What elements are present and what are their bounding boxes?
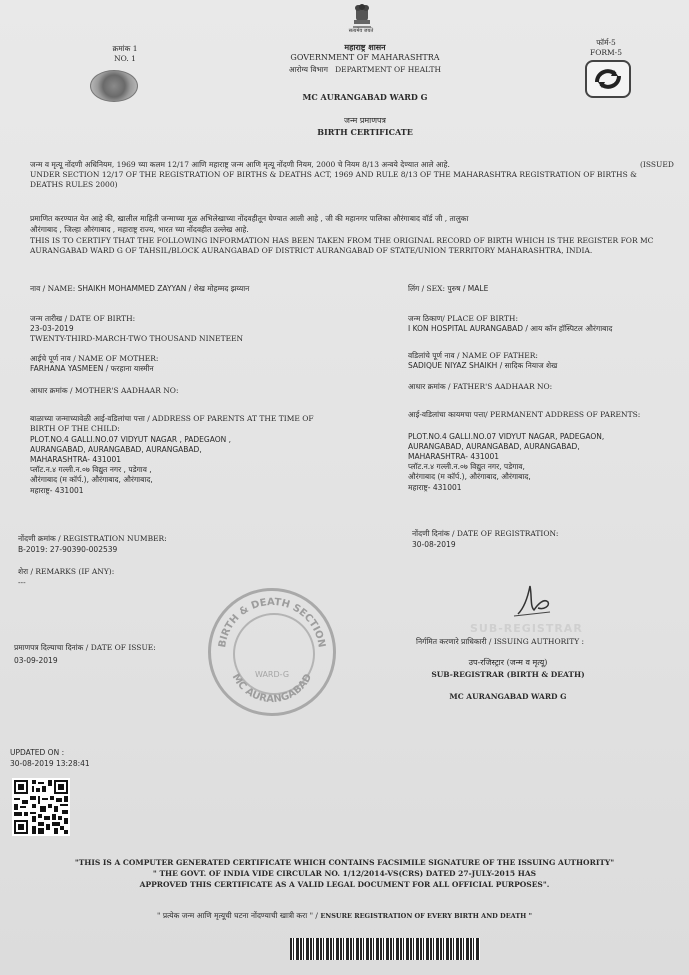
authority-faint-text: SUB-REGISTRAR	[470, 622, 583, 635]
address-permanent-line: MAHARASHTRA- 431001	[408, 452, 499, 461]
address-birth-label-1: बाळाच्या जन्माच्यावेळी आई-वडिलांचा पत्ता / ADDRESS OF PARENTS AT THE TIME OF	[30, 414, 314, 423]
address-birth-line: MAHARASHTRA- 431001	[30, 455, 121, 464]
remarks-label: शेरा / REMARKS (IF ANY):	[18, 567, 115, 576]
issued-under-en-c: DEATHS RULES 2000)	[30, 180, 118, 189]
svg-text:BIRTH & DEATH SECTION	[217, 597, 327, 648]
issued-under-mr: जन्म व मृत्यू नोंदणी अधिनियम, 1969 च्या कलम 12/17 आणि महाराष्ट्र जन्म आणि मृत्यू नोंदणी नियम, 2000 चे नियम 8/13 अन्वये देण्यात आले आहे.	[30, 160, 450, 169]
dept-en: DEPARTMENT OF HEALTH	[335, 65, 442, 74]
certify-mr-2: औरंगाबाद , जिल्हा औरंगाबाद , महाराष्ट्र राज्य, भारत च्या नोंदवहीत उल्लेख आहे.	[30, 225, 249, 234]
father-label: वडिलांचे पूर्ण नाव / NAME OF FATHER:	[408, 351, 538, 360]
signature-icon	[510, 580, 555, 620]
stamp-center-text: WARD-G	[254, 670, 290, 679]
updated-on-value: 30-08-2019 13:28:41	[10, 759, 90, 768]
pob-label: जन्म ठिकाण/ PLACE OF BIRTH:	[408, 314, 518, 323]
certify-en-1: THIS IS TO CERTIFY THAT THE FOLLOWING INFORMATION HAS BEEN TAKEN FROM THE ORIGINAL RECORD OF BIRTH WHICH IS THE REGISTER FOR MC	[30, 236, 654, 245]
registration-number-label: नोंदणी क्रमांक / REGISTRATION NUMBER:	[18, 534, 167, 543]
name-label: नाव / NAME:	[30, 284, 76, 293]
address-birth-line: औरंगाबाद (म कॉर्प.), औरंगाबाद, औरंगाबाद,	[30, 475, 153, 484]
registration-date-label: नोंदणी दिनांक / DATE OF REGISTRATION:	[412, 529, 559, 538]
number-label-mr: क्रमांक 1	[112, 44, 138, 53]
issue-date-value: 03-09-2019	[14, 656, 58, 665]
pob-value: I KON HOSPITAL AURANGABAD / आय कॉन हॉस्पिटल औरंगाबाद	[408, 324, 613, 333]
address-permanent-label: आई-वडिलांचा कायमचा पत्ता/ PERMANENT ADDRESS OF PARENTS:	[408, 410, 641, 419]
footer-line-1: "THIS IS A COMPUTER GENERATED CERTIFICATE WHICH CONTAINS FACSIMILE SIGNATURE OF THE ISSUING AUTHORITY"	[74, 858, 615, 867]
father-aadhaar-label: आधार क्रमांक / FATHER'S AADHAAR NO:	[408, 382, 553, 391]
national-emblem-icon	[345, 2, 379, 30]
number-label-en: NO. 1	[114, 54, 136, 63]
address-permanent-line: AURANGABAD, AURANGABAD, AURANGABAD,	[408, 442, 580, 451]
footer-line-4-mr: " प्रत्येक जन्म आणि मृत्यूची घटना नोंदण्याची खात्री करा " /	[157, 911, 318, 920]
authority-ward: MC AURANGABAD WARD G	[449, 692, 567, 701]
mother-aadhaar-label: आधार क्रमांक / MOTHER'S AADHAAR NO:	[30, 386, 179, 395]
father-value: SADIQUE NIYAZ SHAIKH / सादिक नियाज शेख	[408, 361, 558, 370]
form-number-en: FORM-5	[590, 48, 622, 57]
dob-value: 23-03-2019	[30, 324, 74, 333]
form-number-mr: फॉर्म-5	[596, 38, 616, 47]
emblem-caption: सत्यमेव जयते	[348, 28, 374, 34]
maharashtra-seal-icon	[90, 70, 138, 102]
issue-date-label: प्रमाणपत्र दिल्याचा दिनांक / DATE OF ISSUE:	[14, 643, 156, 652]
certificate-title-mr: जन्म प्रमाणपत्र	[344, 116, 386, 125]
sub-registrar-mr: उप-रजिस्ट्रार (जन्म व मृत्यू)	[468, 658, 548, 667]
registration-date-value: 30-08-2019	[412, 540, 456, 549]
barcode-icon	[290, 938, 480, 960]
issued-under-en-b: UNDER SECTION 12/17 OF THE REGISTRATION OF BIRTHS & DEATHS ACT, 1969 AND RULE 8/13 OF THE MAHARASHTRA REGISTRATION OF BIRTHS &	[30, 170, 637, 179]
certify-en-2: AURANGABAD WARD G OF TAHSIL/BLOCK AURANGABAD OF DISTRICT AURANGABAD OF STATE/UNION TERRITORY MAHARASHTRA, INDIA.	[30, 246, 593, 255]
footer-line-4-en: ENSURE REGISTRATION OF EVERY BIRTH AND DEATH "	[320, 912, 532, 920]
address-permanent-line: औरंगाबाद (म कॉर्प.), औरंगाबाद, औरंगाबाद,	[408, 472, 531, 481]
address-birth-label-2: BIRTH OF THE CHILD:	[30, 424, 120, 433]
issuing-authority-label: निर्गमित करणारे प्राधिकारी / ISSUING AUTHORITY :	[416, 637, 585, 646]
mother-value: FARHANA YASMEEN / फरहाना यास्मीन	[30, 364, 154, 373]
address-birth-line: प्लॉट.न.४ गल्ली.न.०७ विद्युत नगर , पडेगाव ,	[30, 465, 152, 474]
registration-number-value: B-2019: 27-90390-002539	[18, 545, 118, 554]
certify-mr-1: प्रमाणित करण्यात येत आहे की, खालील माहिती जन्माच्या मूळ अभिलेखाच्या नोंदवहीतून घेण्यात आली आहे , जी की महानगर पालिका औरंगाबाद वॉर्ड जी , तालुका	[30, 214, 469, 223]
stamp-ring-text	[211, 591, 333, 713]
footer-line-3: APPROVED THIS CERTIFICATE AS A VALID LEGAL DOCUMENT FOR ALL OFFICIAL PURPOSES".	[139, 880, 550, 889]
address-birth-line: PLOT.NO.4 GALLI.NO.07 VIDYUT NAGAR , PADEGAON ,	[30, 435, 232, 444]
footer-line-2: " THE GOVT. OF INDIA VIDE CIRCULAR NO. 1/12/2014-VS(CRS) DATED 27-JULY-2015 HAS	[152, 869, 537, 878]
ward-title: MC AURANGABAD WARD G	[302, 92, 428, 102]
address-permanent-line: प्लॉट.न.४ गल्ली.न.०७ विद्युत नगर, पडेगाव,	[408, 462, 525, 471]
dob-label: जन्म तारीख / DATE OF BIRTH:	[30, 314, 136, 323]
name-value: SHAIKH MOHAMMED ZAYYAN / शेख मोहम्मद झय्यान	[77, 284, 250, 293]
mother-label: आईचे पूर्ण नाव / NAME OF MOTHER:	[30, 354, 159, 363]
crs-logo-icon	[585, 60, 631, 98]
issued-under-en-a: (ISSUED	[640, 160, 674, 169]
address-permanent-line: PLOT.NO.4 GALLI.NO.07 VIDYUT NAGAR, PADEGAON,	[408, 432, 605, 441]
dept-mr: आरोग्य विभाग	[288, 65, 328, 74]
qr-code-icon	[12, 778, 70, 836]
remarks-value: ---	[18, 578, 26, 587]
address-birth-line: AURANGABAD, AURANGABAD, AURANGABAD,	[30, 445, 202, 454]
dob-words: TWENTY-THIRD-MARCH-TWO THOUSAND NINETEEN	[30, 334, 244, 343]
sex-value: पुरुष / MALE	[447, 284, 489, 293]
sub-registrar-en: SUB-REGISTRAR (BIRTH & DEATH)	[431, 670, 585, 679]
state-name-en: GOVERNMENT OF MAHARASHTRA	[290, 53, 440, 62]
state-name-mr: महाराष्ट्र शासन	[344, 42, 386, 52]
certificate-title-en: BIRTH CERTIFICATE	[317, 127, 413, 137]
updated-on-label: UPDATED ON :	[10, 748, 65, 757]
stamp-bottom-text: MC AURANGABAD	[229, 672, 315, 706]
address-birth-line: महाराष्ट्र- 431001	[30, 486, 84, 495]
official-stamp	[208, 588, 336, 716]
sex-label: लिंग / SEX:	[408, 284, 446, 293]
address-permanent-line: महाराष्ट्र- 431001	[408, 483, 462, 492]
stamp-top-text: BIRTH & DEATH SECTION	[217, 596, 327, 649]
